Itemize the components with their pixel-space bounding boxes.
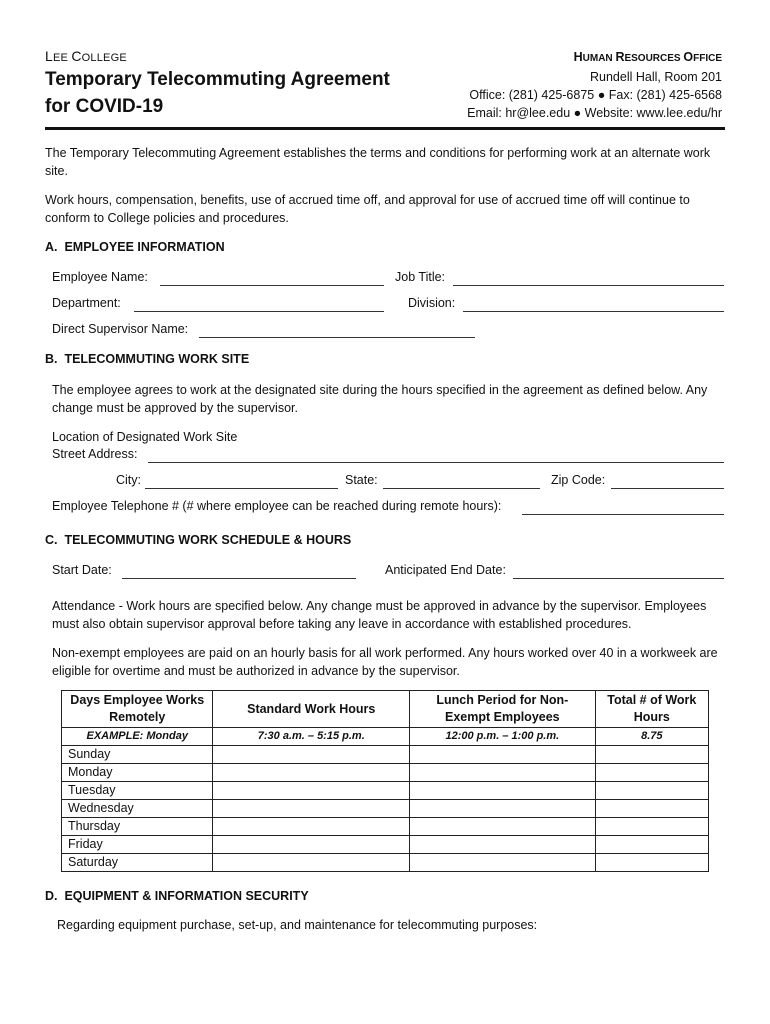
work-site-text: The employee agrees to work at the designated site during the hours specified in the agreement as defined below. Any change must be approved by the supervisor. [52, 383, 708, 415]
start-date-label: Start Date: [52, 563, 112, 577]
employee-name-label: Employee Name: [52, 270, 148, 284]
attendance-text: Attendance - Work hours are specified below. Any change must be approved in advance by the supervisor. Employees must also obtain supervisor approval before taking any leave in accordance with established procedures. [52, 599, 707, 631]
hours-cell[interactable] [213, 746, 410, 764]
document-title: Temporary Telecommuting Agreement for COVID-19 [45, 69, 390, 117]
schedule-table [61, 690, 709, 872]
job-title-label: Job Title: [395, 270, 446, 284]
zip-field[interactable] [611, 488, 724, 489]
office-address: Rundell Hall, Room 201 [589, 70, 722, 84]
hours-cell[interactable] [213, 836, 410, 854]
total-cell[interactable] [595, 818, 708, 836]
job-title-field[interactable] [453, 285, 724, 286]
division-field[interactable] [463, 311, 724, 312]
supervisor-label: Direct Supervisor Name: [52, 322, 189, 336]
end-date-label: Anticipated End Date: [385, 563, 506, 577]
hours-cell[interactable] [213, 818, 410, 836]
section-b-heading: B. TELECOMMUTING WORK SITE [45, 352, 250, 366]
supervisor-field[interactable] [199, 337, 475, 338]
state-field[interactable] [383, 488, 540, 489]
state-label: State: [345, 473, 378, 487]
equipment-text: Regarding equipment purchase, set-up, and maintenance for telecommuting purposes: [57, 918, 538, 932]
city-field[interactable] [145, 488, 338, 489]
table-row [62, 782, 709, 800]
hours-cell[interactable] [213, 854, 410, 872]
header-total-hours: Total # of Work Hours [595, 691, 708, 728]
day-cell: Wednesday [62, 800, 213, 818]
header-left [45, 48, 390, 120]
intro-paragraph-1: The Temporary Telecommuting Agreement establishes the terms and conditions for performing work at an alternate work site. [45, 146, 711, 178]
division-label: Division: [408, 296, 456, 310]
table-row [62, 764, 709, 782]
department-field[interactable] [134, 311, 384, 312]
day-cell: Sunday [62, 746, 213, 764]
lunch-cell[interactable] [410, 836, 596, 854]
zip-label: Zip Code: [551, 473, 606, 487]
total-cell[interactable] [595, 782, 708, 800]
end-date-field[interactable] [513, 578, 724, 579]
header-standard-hours: Standard Work Hours [213, 691, 410, 728]
header-divider [45, 127, 725, 130]
day-cell: Tuesday [62, 782, 213, 800]
telephone-label: Employee Telephone # (# where employee can be reached during remote hours): [52, 499, 502, 513]
total-cell[interactable] [595, 854, 708, 872]
header-days: Days Employee Works Remotely [62, 691, 213, 728]
example-day: EXAMPLE: Monday [62, 728, 213, 746]
example-row [62, 728, 709, 746]
example-lunch: 12:00 p.m. – 1:00 p.m. [410, 728, 596, 746]
department-label: Department: [52, 296, 121, 310]
header-lunch-period: Lunch Period for Non-Exempt Employees [410, 691, 596, 728]
college-name: LEE COLLEGE [45, 48, 127, 64]
telephone-field[interactable] [522, 514, 724, 515]
lunch-cell[interactable] [410, 854, 596, 872]
hours-cell[interactable] [213, 764, 410, 782]
total-cell[interactable] [595, 800, 708, 818]
employee-name-field[interactable] [160, 285, 384, 286]
table-row [62, 836, 709, 854]
day-cell: Friday [62, 836, 213, 854]
section-a-heading: A. EMPLOYEE INFORMATION [45, 240, 225, 254]
total-cell[interactable] [595, 836, 708, 854]
hours-cell[interactable] [213, 800, 410, 818]
lunch-cell[interactable] [410, 818, 596, 836]
city-label: City: [116, 473, 141, 487]
office-web: Email: hr@lee.edu ● Website: www.lee.edu/hr [467, 106, 722, 120]
lunch-cell[interactable] [410, 764, 596, 782]
table-header-row [62, 691, 709, 728]
street-address-label: Street Address: [52, 447, 138, 461]
section-d-heading: D. EQUIPMENT & INFORMATION SECURITY [45, 889, 309, 903]
total-cell[interactable] [595, 764, 708, 782]
table-row [62, 818, 709, 836]
example-hours: 7:30 a.m. – 5:15 p.m. [213, 728, 410, 746]
office-phones: Office: (281) 425-6875 ● Fax: (281) 425-6568 [469, 88, 722, 102]
street-address-field[interactable] [148, 462, 724, 463]
day-cell: Monday [62, 764, 213, 782]
location-label: Location of Designated Work Site [52, 430, 238, 444]
header-right [467, 48, 722, 122]
day-cell: Thursday [62, 818, 213, 836]
table-row [62, 746, 709, 764]
section-c-heading: C. TELECOMMUTING WORK SCHEDULE & HOURS [45, 533, 352, 547]
example-total: 8.75 [595, 728, 708, 746]
office-name: HUMAN RESOURCES OFFICE [573, 50, 722, 64]
intro-paragraph-2: Work hours, compensation, benefits, use of accrued time off, and approval for use of accrued time off will continue to conform to College policies and procedures. [45, 193, 690, 225]
lunch-cell[interactable] [410, 746, 596, 764]
nonexempt-text: Non-exempt employees are paid on an hourly basis for all work performed. Any hours worked over 40 in a workweek are eligible for overtime and must be authorized in advance by the supervisor. [52, 646, 718, 678]
table-row [62, 800, 709, 818]
lunch-cell[interactable] [410, 782, 596, 800]
table-row [62, 854, 709, 872]
lunch-cell[interactable] [410, 800, 596, 818]
hours-cell[interactable] [213, 782, 410, 800]
start-date-field[interactable] [122, 578, 356, 579]
total-cell[interactable] [595, 746, 708, 764]
day-cell: Saturday [62, 854, 213, 872]
